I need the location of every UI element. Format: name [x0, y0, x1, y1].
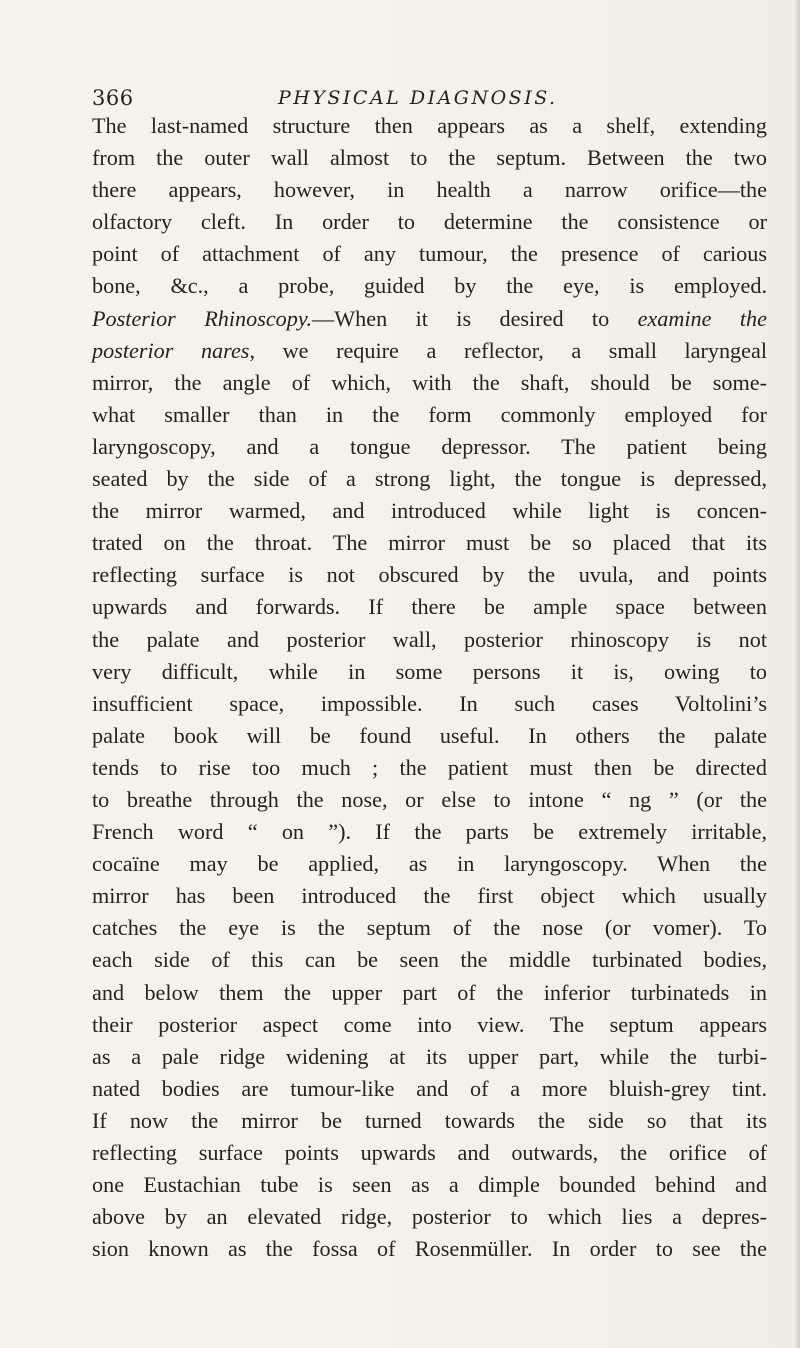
text-run: palate book will be found useful. In others the palate [92, 722, 767, 748]
running-title: PHYSICAL DIAGNOSIS. [278, 87, 558, 109]
text-run: The last-named structure then appears as a shelf, extending [92, 113, 767, 138]
text-line [92, 335, 767, 367]
text-run: If now the mirror be turned towards the side so that its [92, 1107, 767, 1133]
text-run: and below them the upper part of the inferior turbinateds in [92, 979, 767, 1005]
text-run: above by an elevated ridge, posterior to which lies a depres- [92, 1204, 767, 1230]
text-line [92, 238, 767, 270]
text-line [92, 752, 767, 784]
text-run: upwards and forwards. If there be ample space between [92, 594, 767, 620]
text-line [92, 1105, 767, 1137]
text-line [92, 142, 767, 174]
text-run: tends to rise too much ; the patient must then be directed [92, 754, 767, 780]
text-run: mirror has been introduced the first object which usually [92, 883, 767, 909]
text-run: from the outer wall almost to the septum. Between the two [92, 145, 767, 171]
text-run: insufficient space, impossible. In such cases Voltolini’s [92, 690, 767, 716]
text-line [92, 1041, 767, 1073]
text-line [92, 720, 767, 752]
body-text [92, 110, 767, 1265]
text-run: bone, &c., a probe, guided by the eye, is employed. [92, 273, 767, 299]
text-line [92, 688, 767, 720]
text-run: the mirror warmed, and introduced while light is concen- [92, 498, 767, 524]
text-run: French word “ on ”). If the parts be extremely irritable, [92, 819, 767, 845]
text-line [92, 784, 767, 816]
text-run: very difficult, while in some persons it is, owing to [92, 658, 767, 684]
text-line [92, 527, 767, 559]
text-run: —When it is desired to [312, 305, 638, 331]
text-line [92, 591, 767, 623]
text-run: mirror, the angle of which, with the shaft, should be some- [92, 369, 767, 395]
italic-text: posterior nares [92, 337, 250, 363]
text-run: seated by the side of a strong light, the tongue is depressed, [92, 466, 767, 492]
text-run: their posterior aspect come into view. The septum appears [92, 1011, 767, 1037]
text-line [92, 848, 767, 880]
text-run: olfactory cleft. In order to determine the consistence or [92, 209, 767, 235]
text-line [92, 1073, 767, 1105]
text-line [92, 174, 767, 206]
text-line [92, 912, 767, 944]
italic-text: examine the [637, 305, 767, 331]
text-line [92, 656, 767, 688]
text-run: as a pale ridge widening at its upper part, while the turbi- [92, 1043, 767, 1069]
text-line [92, 495, 767, 527]
text-line [92, 367, 767, 399]
text-line [92, 431, 767, 463]
text-line [92, 624, 767, 656]
text-line [92, 880, 767, 912]
text-run: laryngoscopy, and a tongue depressor. The patient being [92, 433, 767, 459]
text-run: point of attachment of any tumour, the presence of carious [92, 241, 767, 267]
page-number: 366 [92, 86, 134, 110]
text-line [92, 816, 767, 848]
text-run: , we require a reflector, a small laryngeal [249, 337, 768, 363]
italic-text: Posterior Rhinoscopy. [92, 305, 313, 331]
text-line [92, 1233, 767, 1265]
text-run: each side of this can be seen the middle turbinated bodies, [92, 947, 767, 973]
text-line [92, 270, 767, 302]
text-run: trated on the throat. The mirror must be so placed that its [92, 530, 767, 556]
text-run: to breathe through the nose, or else to intone “ ng ” (or the [92, 786, 767, 812]
text-line [92, 206, 767, 238]
text-line [92, 1201, 767, 1233]
text-run: reflecting surface is not obscured by the uvula, and points [92, 562, 767, 588]
text-run: there appears, however, in health a narrow orifice—the [92, 177, 767, 203]
text-run: the palate and posterior wall, posterior rhinoscopy is not [92, 626, 767, 652]
text-line [92, 110, 767, 142]
text-line [92, 399, 767, 431]
page-edge-shadow [794, 0, 800, 1348]
text-line [92, 977, 767, 1009]
text-run: sion known as the fossa of Rosenmüller. In order to see the [92, 1236, 767, 1262]
text-line [92, 944, 767, 976]
text-run: reflecting surface points upwards and outwards, the orifice of [92, 1140, 767, 1165]
text-line [92, 1009, 767, 1041]
text-line [92, 1169, 767, 1201]
text-line [92, 463, 767, 495]
text-run: catches the eye is the septum of the nose (or vomer). To [92, 915, 767, 941]
text-run: what smaller than in the form commonly employed for [92, 401, 767, 427]
text-run: nated bodies are tumour-like and of a more bluish-grey tint. [92, 1075, 767, 1101]
text-line [92, 1137, 767, 1169]
text-run: cocaïne may be applied, as in laryngoscopy. When the [92, 851, 767, 877]
text-line [92, 559, 767, 591]
text-run: one Eustachian tube is seen as a dimple bounded behind and [92, 1172, 767, 1198]
text-line [92, 303, 767, 335]
